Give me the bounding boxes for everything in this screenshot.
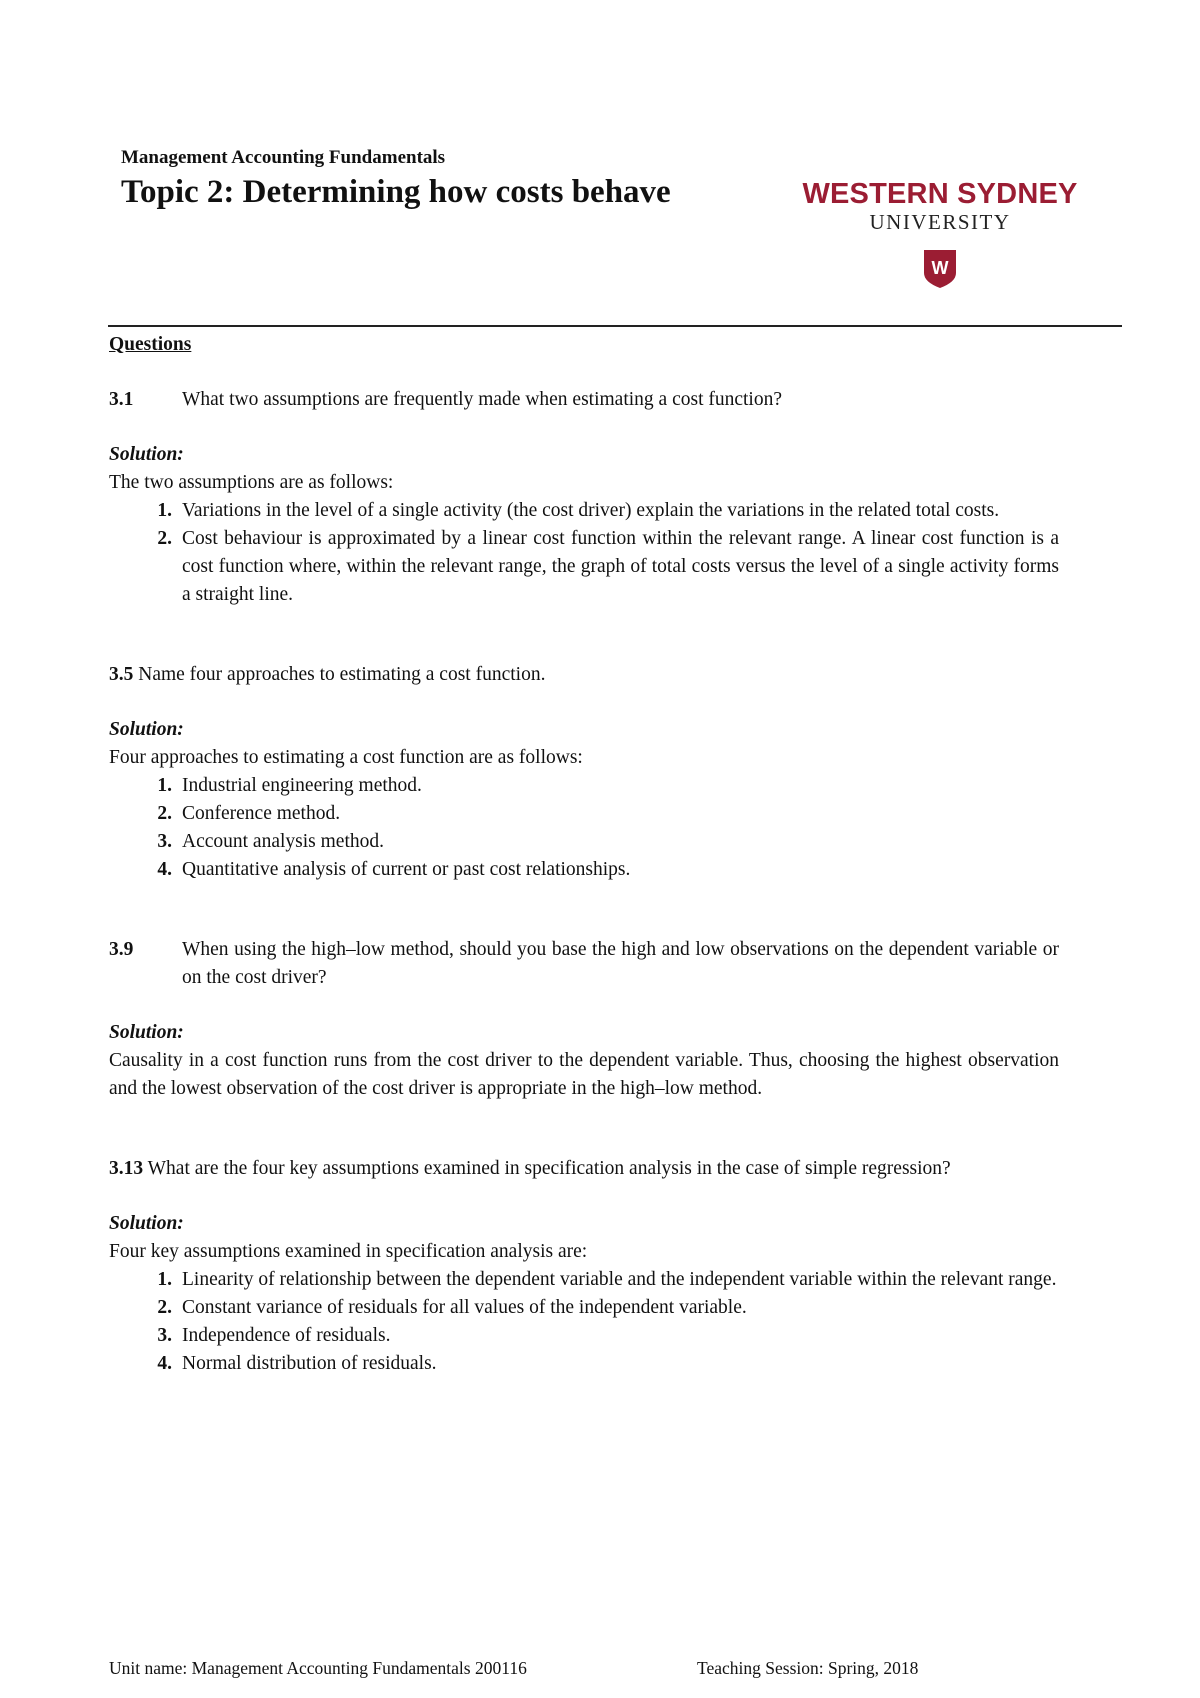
solution-list [109, 772, 1059, 884]
question-number: 3.1 [109, 389, 134, 410]
question-3-5 [109, 661, 1059, 689]
list-item: 1. Variations in the level of a single activity (the cost driver) explain the variations in the related total costs. [157, 500, 1000, 521]
list-item: 1. Industrial engineering method. [157, 775, 422, 796]
solution-list [109, 1266, 1059, 1378]
question-number: 3.5 [109, 664, 134, 685]
solution-text: Causality in a cost function runs from the cost driver to the dependent variable. Thus, choosing the highest observation and the lowest observation of the cost driver is appropriate in the high–low method. [109, 1050, 1059, 1099]
question-text: When using the high–low method, should you base the high and low observations on the dependent variable or on the cost driver? [182, 939, 1059, 988]
question-text: What are the four key assumptions examined in specification analysis in the case of simple regression? [147, 1158, 951, 1179]
list-item: 4. Normal distribution of residuals. [157, 1353, 437, 1374]
solution-label: Solution: [109, 719, 184, 740]
list-item: 2. Conference method. [157, 803, 341, 824]
list-item: 1. Linearity of relationship between the dependent variable and the independent variable within the relevant range. [157, 1269, 1057, 1290]
solution-label: Solution: [109, 1022, 184, 1043]
question-number: 3.9 [109, 939, 134, 960]
question-3-9 [109, 936, 1059, 992]
solution-intro: Four key assumptions examined in specification analysis are: [109, 1241, 588, 1262]
document-title: Topic 2: Determining how costs behave [121, 174, 671, 210]
solution-intro: Four approaches to estimating a cost function are as follows: [109, 747, 583, 768]
section-heading: Questions [109, 334, 192, 355]
question-text: What two assumptions are frequently made when estimating a cost function? [182, 389, 782, 410]
footer-unit-name: Unit name: Management Accounting Fundamentals 200116 [109, 1658, 527, 1678]
university-shield-icon [923, 249, 957, 289]
document-subtitle: Management Accounting Fundamentals [121, 147, 446, 168]
question-number: 3.13 [109, 1158, 144, 1179]
logo-line-western-sydney: WESTERN SYDNEY [802, 178, 1078, 210]
question-3-1 [109, 386, 1059, 414]
logo-line-university: UNIVERSITY [869, 210, 1011, 234]
list-item: 3. Independence of residuals. [157, 1325, 391, 1346]
question-3-13 [109, 1155, 1059, 1183]
document-body [109, 331, 1059, 1378]
university-logo [795, 178, 1085, 289]
shield-letter: W [931, 258, 949, 278]
footer-teaching-session: Teaching Session: Spring, 2018 [697, 1658, 919, 1678]
header-divider [108, 325, 1122, 327]
solution-label: Solution: [109, 444, 184, 465]
list-item: 3. Account analysis method. [157, 831, 384, 852]
solution-list [109, 497, 1059, 609]
question-text: Name four approaches to estimating a cost function. [138, 664, 546, 685]
solution-intro: The two assumptions are as follows: [109, 472, 394, 493]
list-item: 2. Constant variance of residuals for all values of the independent variable. [157, 1297, 747, 1318]
list-item: 4. Quantitative analysis of current or past cost relationships. [157, 859, 631, 880]
list-item: 2. Cost behaviour is approximated by a linear cost function within the relevant range. A linear cost function is a cost function where, within the relevant range, the graph of total costs versus the level of a single activity forms a straight line. [157, 528, 1059, 605]
solution-label: Solution: [109, 1213, 184, 1234]
